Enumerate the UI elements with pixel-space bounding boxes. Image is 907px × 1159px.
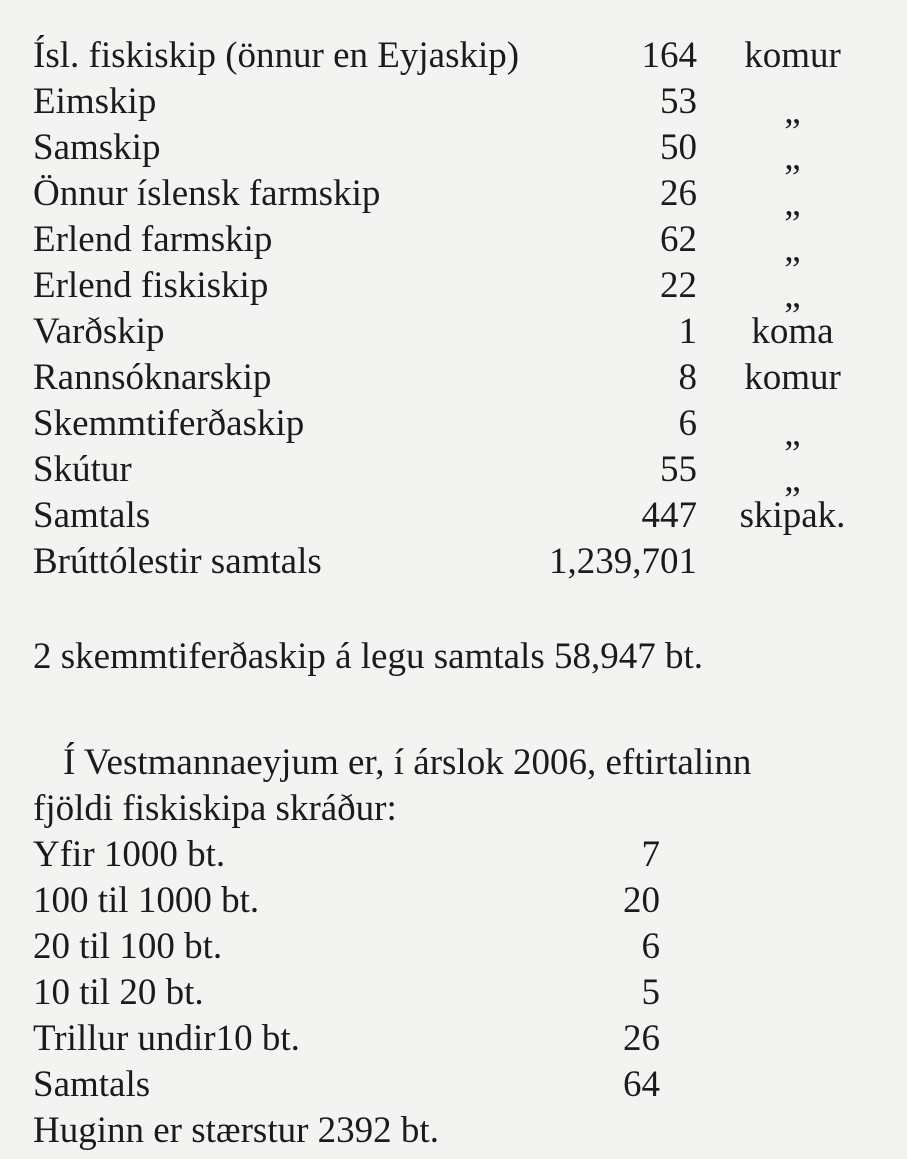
row-label: 20 til 100 bt. bbox=[33, 926, 223, 967]
table-row-gross-tonnage bbox=[0, 539, 907, 585]
row-label: Skemmtiferðaskip bbox=[33, 403, 305, 444]
table-row bbox=[0, 355, 907, 401]
table-row bbox=[0, 33, 907, 79]
row-unit: „ bbox=[784, 275, 801, 316]
row-label: Erlend fiskiskip bbox=[33, 265, 269, 306]
table-row-total bbox=[0, 1062, 907, 1108]
row-unit: „ bbox=[784, 229, 801, 270]
row-label: 10 til 20 bt. bbox=[33, 972, 204, 1013]
row-label: Samtals bbox=[33, 495, 151, 536]
row-count: 26 bbox=[623, 1018, 660, 1059]
row-unit: „ bbox=[784, 413, 801, 454]
row-label: Ísl. fiskiskip (önnur en Eyjaskip) bbox=[33, 35, 520, 76]
table-row bbox=[0, 217, 907, 270]
row-label: Eimskip bbox=[33, 81, 157, 122]
cruise-note: 2 skemmtiferðaskip á legu samtals 58,947 bt. bbox=[33, 636, 703, 677]
table-row bbox=[0, 125, 907, 178]
row-count: 6 bbox=[641, 926, 660, 967]
row-count: 5 bbox=[641, 972, 660, 1013]
table-row bbox=[0, 171, 907, 224]
row-count: 20 bbox=[623, 880, 660, 921]
table-row bbox=[0, 878, 907, 924]
row-label: Varðskip bbox=[33, 311, 165, 352]
table-row bbox=[0, 970, 907, 1016]
table-row bbox=[0, 263, 907, 316]
row-label: Erlend farmskip bbox=[33, 219, 273, 260]
row-label: Önnur íslensk farmskip bbox=[33, 173, 381, 214]
fleet-intro-line2: fjöldi fiskiskipa skráður: bbox=[33, 788, 397, 829]
row-unit: „ bbox=[784, 459, 801, 500]
row-unit: „ bbox=[784, 183, 801, 224]
row-label: Brúttólestir samtals bbox=[33, 541, 322, 582]
row-label: 100 til 1000 bt. bbox=[33, 880, 260, 921]
row-count: 8 bbox=[678, 357, 697, 398]
row-label: Trillur undir10 bt. bbox=[33, 1018, 300, 1059]
table-row bbox=[0, 832, 907, 878]
table-row bbox=[0, 309, 907, 355]
row-count: 22 bbox=[660, 265, 697, 306]
row-count: 447 bbox=[641, 495, 697, 536]
table-row bbox=[0, 924, 907, 970]
row-count: 1,239,701 bbox=[549, 541, 697, 582]
row-count: 164 bbox=[641, 35, 697, 76]
row-count: 6 bbox=[678, 403, 697, 444]
row-unit: koma bbox=[751, 311, 834, 352]
row-label: Skútur bbox=[33, 449, 132, 490]
row-label: Samtals bbox=[33, 1064, 151, 1105]
row-count: 26 bbox=[660, 173, 697, 214]
row-count: 50 bbox=[660, 127, 697, 168]
table-row bbox=[0, 79, 907, 132]
row-label: Yfir 1000 bt. bbox=[33, 834, 226, 875]
row-count: 64 bbox=[623, 1064, 660, 1105]
table-row bbox=[0, 447, 907, 500]
table-row bbox=[0, 401, 907, 454]
row-label: Samskip bbox=[33, 127, 161, 168]
row-unit: komur bbox=[744, 35, 841, 76]
row-label: Rannsóknarskip bbox=[33, 357, 272, 398]
fleet-intro-line1: Í Vestmannaeyjum er, í árslok 2006, eftirtalinn bbox=[63, 742, 752, 783]
row-count: 62 bbox=[660, 219, 697, 260]
row-count: 7 bbox=[641, 834, 660, 875]
table-row bbox=[0, 1016, 907, 1062]
row-count: 53 bbox=[660, 81, 697, 122]
row-unit: skipak. bbox=[739, 495, 846, 536]
row-count: 1 bbox=[678, 311, 697, 352]
row-unit: „ bbox=[784, 137, 801, 178]
row-unit: komur bbox=[744, 357, 841, 398]
row-count: 55 bbox=[660, 449, 697, 490]
table-row-total bbox=[0, 493, 907, 539]
row-unit: „ bbox=[784, 91, 801, 132]
largest-ship-note: Huginn er stærstur 2392 bt. bbox=[33, 1110, 439, 1151]
